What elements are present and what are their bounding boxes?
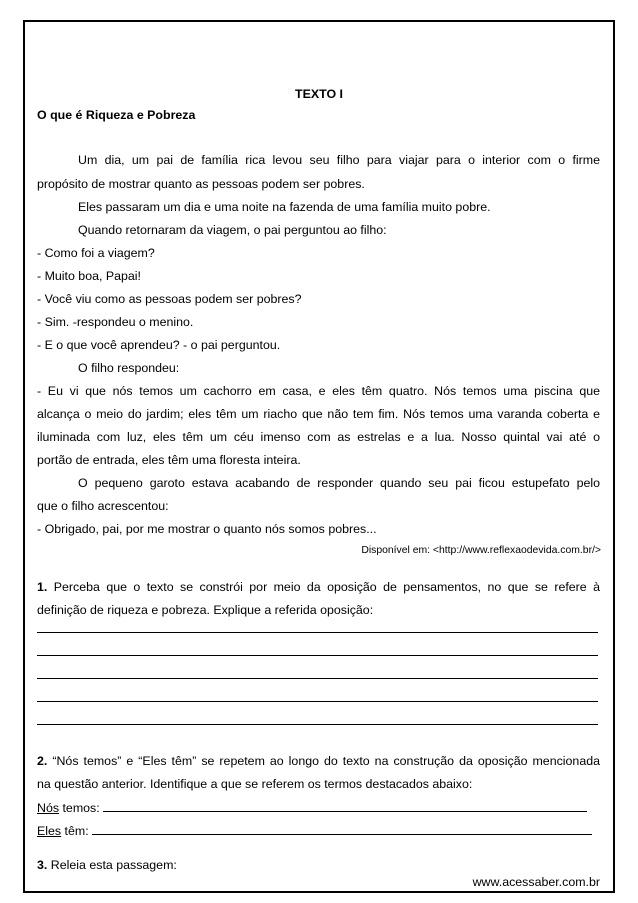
- footer-url: www.acessaber.com.br: [472, 875, 600, 889]
- answer-row-eles: [37, 823, 600, 839]
- text-subtitle: O que é Riqueza e Pobreza: [37, 108, 196, 122]
- dialogue-line: - Muito boa, Papai!: [37, 269, 142, 283]
- answer-line[interactable]: [37, 632, 598, 633]
- term-suffix: têm:: [61, 824, 93, 838]
- story-line: Um dia, um pai de família rica levou seu filho para viajar para o interior com o firme: [78, 153, 600, 167]
- story-line: O pequeno garoto estava acabando de responder quando seu pai ficou estupefato pelo: [78, 476, 600, 490]
- answer-line[interactable]: [37, 701, 598, 702]
- answer-line[interactable]: [92, 823, 592, 835]
- dialogue-line: - Como foi a viagem?: [37, 246, 155, 260]
- question-text: “Nós temos” e “Eles têm” se repetem ao longo do texto na construção da oposição mencionada: [52, 754, 600, 768]
- question-number: 2.: [37, 754, 48, 768]
- source-citation: Disponível em: <http://www.reflexaodevida.com.br/>: [361, 545, 601, 556]
- question-1-text: [37, 580, 600, 595]
- story-line: portão de entrada, eles têm uma floresta inteira.: [37, 453, 301, 467]
- question-1-text-cont: definição de riqueza e pobreza. Explique a referida oposição:: [37, 603, 374, 617]
- story-line: Eles passaram um dia e uma noite na fazenda de uma família muito pobre.: [78, 200, 491, 214]
- story-line: - Obrigado, pai, por me mostrar o quanto nós somos pobres...: [37, 522, 377, 536]
- question-text: Releia esta passagem:: [50, 858, 177, 872]
- page-title: TEXTO I: [295, 87, 343, 101]
- question-3-text: [37, 858, 600, 873]
- answer-line[interactable]: [37, 724, 598, 725]
- story-line: - Eu vi que nós temos um cachorro em casa, e eles têm quatro. Nós temos uma piscina que: [37, 384, 600, 398]
- answer-line[interactable]: [37, 678, 598, 679]
- dialogue-line: - Sim. -respondeu o menino.: [37, 315, 194, 329]
- answer-line[interactable]: [37, 655, 598, 656]
- term-nos: Nós: [37, 801, 60, 815]
- story-line: O filho respondeu:: [78, 361, 180, 375]
- term-suffix: temos:: [59, 801, 104, 815]
- question-number: 1.: [37, 580, 48, 594]
- question-number: 3.: [37, 858, 48, 872]
- question-text: Perceba que o texto se constrói por meio da oposição de pensamentos, no que se refere à: [53, 580, 600, 594]
- term-eles: Eles: [37, 824, 62, 838]
- story-line: iluminada com luz, eles têm um céu imenso com as estrelas e a lua. Nosso quintal vai até o: [37, 430, 600, 444]
- story-line: alcança o meio do jardim; eles têm um riacho que não tem fim. Nós temos uma varanda coberta e: [37, 407, 600, 421]
- question-2-text-cont: na questão anterior. Identifique a que se referem os termos destacados abaixo:: [37, 777, 473, 791]
- answer-row-nos: [37, 800, 600, 816]
- story-line: Quando retornaram da viagem, o pai perguntou ao filho:: [78, 223, 387, 237]
- dialogue-line: - E o que você aprendeu? - o pai perguntou.: [37, 338, 281, 352]
- dialogue-line: - Você viu como as pessoas podem ser pobres?: [37, 292, 302, 306]
- story-line: propósito de mostrar quanto as pessoas podem ser pobres.: [37, 177, 365, 191]
- story-line: que o filho acrescentou:: [37, 499, 169, 513]
- question-2-text: [37, 754, 600, 769]
- answer-line[interactable]: [103, 800, 587, 812]
